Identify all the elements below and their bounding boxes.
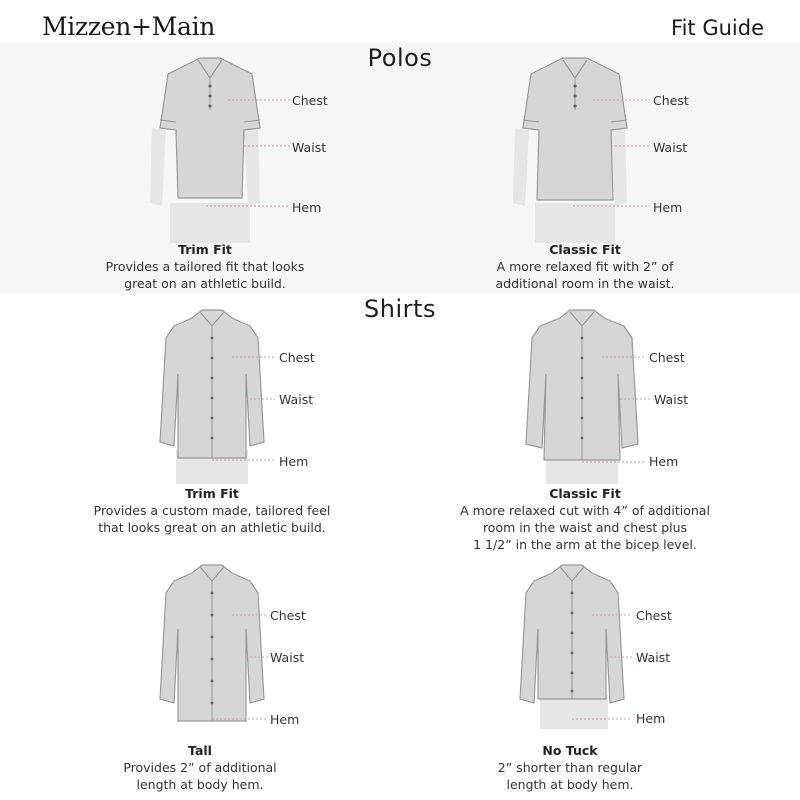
shirt-trim-waist-label: Waist <box>279 392 314 407</box>
shirt-classic-hem-label: Hem <box>649 454 679 469</box>
shirt-tall-waist-label: Waist <box>270 650 305 665</box>
shirt-classic-chest-label: Chest <box>649 350 685 365</box>
shirt-notuck-name: No Tuck <box>542 743 598 758</box>
brand-logo: Mizzen+Main <box>42 12 216 41</box>
polo-trim-chest-label: Chest <box>292 93 328 108</box>
polo-classic-hem-label: Hem <box>653 200 683 215</box>
shirt-notuck-desc: 2” shorter than regular length at body hem. <box>497 760 643 792</box>
shirt-tall-caption <box>80 742 320 793</box>
shirt-tall-hem-label: Hem <box>270 712 300 727</box>
polo-trim-name: Trim Fit <box>178 242 232 257</box>
polo-trim-waist-label: Waist <box>292 140 327 155</box>
page-title: Fit Guide <box>671 16 764 40</box>
shirt-classic-waist-label: Waist <box>654 392 689 407</box>
polo-classic-waist-label: Waist <box>653 140 688 155</box>
shirt-trim-name: Trim Fit <box>185 486 239 501</box>
shirt-classic-desc: A more relaxed cut with 4” of additional room in the waist and chest plus 1 1/2” in the arm at the bicep level. <box>460 503 710 552</box>
shirt-notuck-figure <box>510 565 700 745</box>
section-title-shirts: Shirts <box>364 295 436 323</box>
shirt-notuck-chest-label: Chest <box>636 608 672 623</box>
shirt-notuck-caption <box>450 742 690 793</box>
shirt-trim-desc: Provides a custom made, tailored feel that looks great on an athletic build. <box>93 503 331 535</box>
shirt-trim-hem-label: Hem <box>279 454 309 469</box>
shirt-notuck-waist-label: Waist <box>636 650 671 665</box>
polo-classic-caption <box>430 241 740 292</box>
polo-trim-hem-label: Hem <box>292 200 322 215</box>
shirt-classic-caption <box>420 485 750 553</box>
section-title-polos: Polos <box>367 44 433 72</box>
polo-trim-caption <box>60 241 350 292</box>
polo-classic-desc: A more relaxed fit with 2” of additional room in the waist. <box>495 259 675 291</box>
shirt-tall-figure <box>150 565 340 745</box>
shirt-notuck-hem-label: Hem <box>636 711 666 726</box>
shirt-tall-chest-label: Chest <box>270 608 306 623</box>
shirt-tall-name: Tall <box>188 743 212 758</box>
polo-classic-name: Classic Fit <box>549 242 621 257</box>
shirt-tall-desc: Provides 2” of additional length at body hem. <box>123 760 277 792</box>
polo-classic-chest-label: Chest <box>653 93 689 108</box>
shirt-trim-chest-label: Chest <box>279 350 315 365</box>
polo-trim-desc: Provides a tailored fit that looks great on an athletic build. <box>105 259 305 291</box>
shirt-trim-caption <box>42 485 382 536</box>
shirt-classic-name: Classic Fit <box>549 486 621 501</box>
